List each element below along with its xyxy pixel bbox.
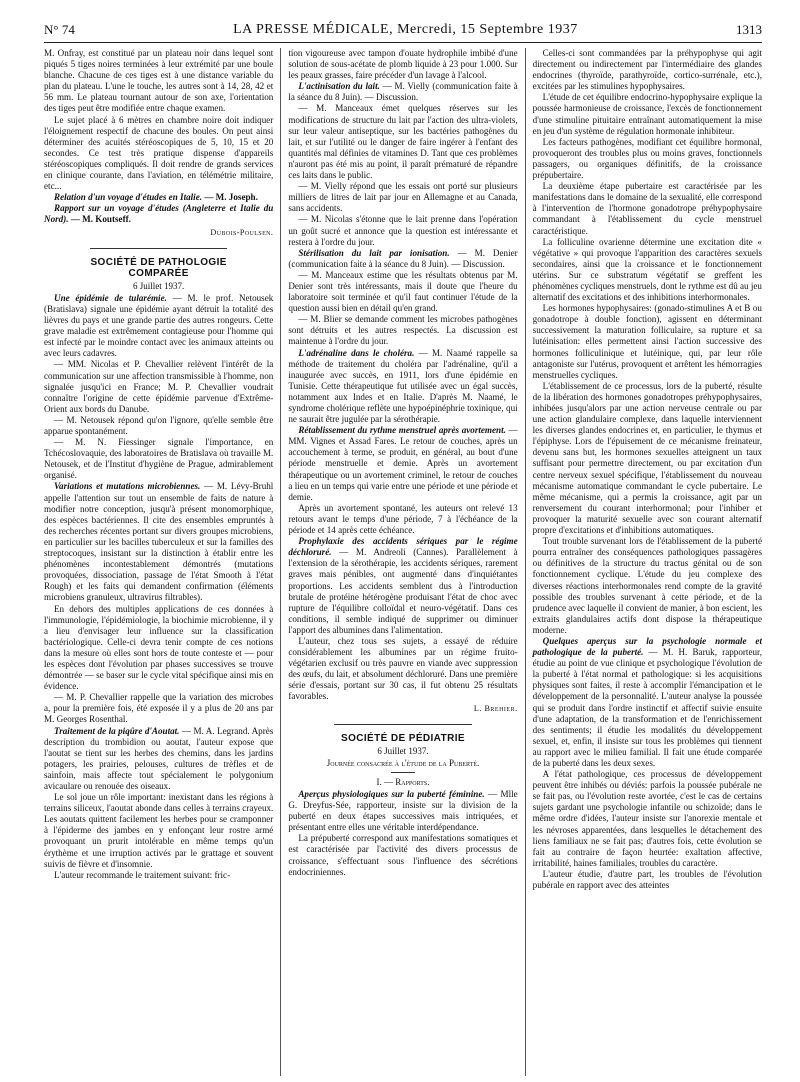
item-text: — M. H. Baruk, rapporteur, étudie au point de vue clinique et psychologique l'évolution de la puberté à l'état normal et pathologique: si les acquisitions physiques sont faites, il reste à accomplir l'émancipation et le développement de la personnalité. L'auteur analyse la poussée qui se produit dans l'ordre instinctif et affectif suivie ensuite d'une adaptation, de la transformation et de l'enrichissement des sentiments; il étudie les modalités du développement sexuel, et, enfin, il insiste sur tous les problèmes qui tiennent au rapport avec le milieu familial. Il fait une étude comparée de la puberté dans les deux sexes. <box>532 647 762 768</box>
column-3 <box>525 48 762 1076</box>
paragraph: La deuxième étape pubertaire est caractérisée par les manifestations dans le domaine de la sexualité, elle correspond à l'intervention de l'hormone gonadotrope préhypophysaire commandant à l'établissement du cycle menstruel caractéristique. <box>532 181 762 236</box>
item-author: — M. Joseph. <box>204 192 258 203</box>
paragraph: A l'état pathologique, ces processus de développement peuvent être inhibés ou déviés: parfois la poussée pubérale ne se fait pas, ou l'évolution reste avortée, c'est le cas de certains sujets gardant une psychologie infantile ou schizoïde; dans le même ordre d'idées, l'auteur insiste sur l'anorexie mentale et les névroses apparentées, dans lesquelles le détachement des liens familiaux ne se fait pas; d'autres fois, cette évolution se fait au contraire de façon heurtée: exaltation affective, irritabilité, haines familiales, troubles du caractère. <box>532 769 762 868</box>
signature: Dubois-Poulsen. <box>210 227 274 237</box>
item-title: Quelques aperçus sur la psychologie normale et pathologique de la puberté. <box>532 635 762 658</box>
paragraph: M. Onfray, est constitué par un plateau noir dans lequel sont piqués 5 tiges noires terminées à leur extrémité par une boule blanche. Chacune de ces tiges est à une distance variable du plan du plateau. L'une le touche, les autres sont à 14, 28, 42 et 56 mm. Le plateau tournant autour de son axe, l'orientation des tiges peut être modifiée entre chaque examen. <box>44 48 274 114</box>
article-columns <box>44 48 762 1076</box>
item-text: — M. Andreoli (Cannes). Parallèlement à l'extension de la sérothérapie, les accidents sériques, rarement graves mais pénibles, ont augmenté dans d'inquiétantes proportions. Les accidents semblent dus à l'introduction brutale de protéine hétérogène produisant l'état de choc avec rupture de l'équilibre colloïdal et neuro-végétatif. Dans ces conditions, il semble indiqué de supprimer ou diminuer l'apport des albumines dans l'alimentation. <box>288 547 518 635</box>
signature: L. Brehier. <box>473 703 518 713</box>
paragraph: — M. Netousek répond qu'on l'ignore, qu'elle semble être apparue spontanément. <box>44 414 274 436</box>
item-text: — M. le prof. Netousek (Bratislava) signale une épidémie ayant détruit la totalité des lièvres du pays et une grande partie des autres rongeurs. Cette grave maladie est extrêmement contagieuse pour l'homme qui est infecté par le moindre contact avec les animaux atteints ou avec leurs cadavres. <box>44 292 274 359</box>
item-title: Stérilisation du lait par ionisation. <box>298 247 450 258</box>
divider <box>391 772 415 773</box>
paragraph: — M. P. Chevallier rappelle que la variation des microbes a, pour la première fois, été exposée il y a plus de 20 ans par M. Georges Rosenthal. <box>44 692 274 725</box>
page-header <box>44 16 762 43</box>
item-text: — M. Denier (communication faite à la séance du 8 Juin). — Discussion. <box>288 247 518 269</box>
paragraph: La folliculine ovarienne détermine une excitation dite « végétative » qui provoque l'apparition des caractères sexuels secondaires, ainsi que la croissance et le fonctionnement utérins. Sur ce substratum végétatif se greffent les phénomènes cycliques menstruels, dont le rythme est dû au jeu alternatif des excitations et des inhibitions interhormonales. <box>532 236 762 303</box>
item-title: Relation d'un voyage d'études en Italie. <box>54 192 203 203</box>
item-title: Prophylaxie des accidents sériques par le régime déchloruré. <box>288 536 518 558</box>
paragraph: — M. Nicolas s'étonne que le lait prenne dans l'opération un goût sucré et annonce que la question est intéressante et restera à l'ordre du jour. <box>288 214 518 247</box>
paragraph: — M. N. Fiessinger signale l'importance, en Tchécoslovaquie, des laboratoires de Bratislava où travaille M. Netousek, et de l'Institut d'hygiène de Prague, admirablement organisé. <box>44 437 274 481</box>
paragraph: L'auteur, chez tous ses sujets, a essayé de réduire considérablement les albumines par un régime fruito-végétarien exclusif ou très pauvre en viande avec suppression des œufs, du lait, et absolument déchloruré. Dans une première série d'essais, portant sur 30 cas, il fut obtenu 25 résultats favorables. <box>288 635 518 702</box>
item-title: L'actinisation du lait. <box>298 81 380 92</box>
paragraph: Les facteurs pathogènes, modifiant cet équilibre hormonal, provoqueront des troubles plus ou moins graves, fonctionnels passagers, ou organiques définitifs, de la croissance prépubertaire. <box>532 136 762 181</box>
paragraph: tion vigoureuse avec tampon d'ouate hydrophile imbibé d'une solution de sous-acétate de plomb liquide à 23 pour 1.000. Sur les peaux grasses, faire précéder d'un lavage à l'alcool. <box>288 48 518 81</box>
paragraph: Après un avortement spontané, les auteurs ont relevé 13 retours avant le temps d'une période, 7 à l'échéance de la période et 14 après cette échéance. <box>288 502 518 536</box>
item-author: — M. Koutseff. <box>70 214 131 225</box>
paragraph: Celles-ci sont commandées par la préhypophyse qui agit directement ou indirectement par l'intermédiaire des glandes endocrines (thyroïde, parathyroïde, cortico-surrénale, etc.), excitées par les stimulines hypophysaires. <box>532 48 762 92</box>
paragraph: — M. Manceaux émet quelques réserves sur les modifications de structure du lait par l'action des ultra-violets, sur leur valeur antiseptique, sur les bactéries pathogènes du lait, et sur l'utilité ou le danger de faire ingérer à l'enfant des quantités mal définies de vitamines D. Tant que ces problèmes n'auront pas été mis au point, il paraît prématuré de répandre ces laits dans le public. <box>288 103 518 181</box>
section-title: SOCIÉTÉ DE PÉDIATRIE <box>334 724 472 744</box>
column-2 <box>280 48 524 1076</box>
item-title: Aperçus physiologiques sur la puberté féminine. <box>298 789 485 799</box>
paragraph: Le sujet placé à 6 mètres en chambre noire doit indiquer l'éloignement respectif de chacune des boules. On peut ainsi déterminer des acuités stéréoscopiques de 5, 10, 15 et 20 secondes. Ce test très pratique dispense d'appareils stéréoscopiques compliqués. Il doit rendre de grands services en clinique courante, dans l'aviation, en télémétrie militaire, etc... <box>44 114 274 192</box>
paragraph: La prépuberté correspond aux manifestations somatiques et est caractérisée par l'activité des divers processus de croissance, s'effectuant sous l'influence des sécrétions endocriniennes. <box>288 833 518 877</box>
section-date: 6 Juillet 1937. <box>377 745 429 756</box>
issue-number: N° 74 <box>44 22 75 37</box>
item-title: L'adrénaline dans le choléra. <box>298 347 415 358</box>
paragraph: L'établissement de ce processus, lors de la puberté, résulte de la libération des hormones gonadotropes préhypophysaires, inhibées jusqu'alors par une action nerveuse centrale ou par une action glandulaire complexe, dans laquelle interviennent les diverses glandes endocrines et, en particulier, le thymus et l'épiphyse. Lors de l'épuisement de ce mécanisme freinateur, devenu sans but, les hormones sexuelles atteignent un taux suffisant pour permettre directement, ou par excitation d'un centre nerveux sexuel spécifique, l'établissement du nouveau mécanisme automatique commandant le cycle pubertaire. Le même mécanisme, qui a permis la croissance, agit par un renversement du courant interhormonal; pour l'inhiber et provoquer la maturité sexuelle avec son courant alternatif propre d'excitations et d'inhibitions automatiques. <box>532 380 762 536</box>
section-date: 6 Juillet 1937. <box>133 280 185 291</box>
item-text: — Mlle G. Dreyfus-Sée, rapporteur, insiste sur la division de la puberté en deux étapes successives mais intriquées, et présentant entre elles une véritable interdépendance. <box>288 789 518 833</box>
section-title: SOCIÉTÉ DE PATHOLOGIE COMPARÉE <box>90 248 228 279</box>
paragraph: L'étude de cet équilibre endocrino-hypophysaire explique la poussée harmonieuse de croissance, l'excès de fonctionnement d'une stimuline pituitaire entraînant automatiquement la mise en jeu d'un système de régulation hormonale inhibiteur. <box>532 92 762 136</box>
paragraph: — M. Vielly répond que les essais ont porté sur plusieurs milliers de litres de lait par jour en Allemagne et au Canada, sans accidents. <box>288 181 518 214</box>
paragraph: Tout trouble survenant lors de l'établissement de la puberté pourra entraîner des conséquences pathologiques passagères ou définitives de la structure du tractus génital ou de son fonctionnement cyclique. L'étude du jeu complexe des diverses réactions interhormonales rend compte de la gravité possible des troubles survenant à cette période, et de la prudence avec laquelle il convient de manier, à bon escient, les extraits glandulaires actifs dont dispose la thérapeutique moderne. <box>532 536 762 635</box>
paragraph: Le sol joue un rôle important: inexistant dans les régions à terrains siliceux, l'aoutat abonde dans celles à terrains crayeux. Les aoutats quittent facilement les herbes pour se cramponner à l'épiderme des jambes en y enfonçant leur rostre armé provoquant un prurit intolérable en même temps qu'un érythème et une irruption activés par le grattage et souvent suivis de fièvre et d'insomnie. <box>44 792 274 869</box>
paragraph: L'auteur recommande le traitement suivant: fric- <box>54 869 231 880</box>
item-text: — M. A. Legrand. Après description du trombidion ou aoutat, l'auteur expose que l'aoutat se tient sur les herbes des chemins, dans les jardins potagers, les prairies, pelouses, cultures de trèfles et de sainfoin, mais affecte tout spécialement le polygonium avicaulare ou renouée des oiseaux. <box>44 725 274 791</box>
item-title: Variations et mutations microbiennes. <box>54 481 201 492</box>
paragraph: — MM. Nicolas et P. Chevallier relèvent l'intérêt de la communication sur une affection transmissible à l'homme, non signalée jusqu'ici en France; M. P. Chevallier voudrait connaître l'origine de cette épidémie parvenue d'Extrême-Orient aux bords du Danube. <box>44 359 274 414</box>
item-title: Rapport sur un voyage d'études (Angleterre et Italie du Nord). <box>44 203 274 225</box>
subsection-heading: I. — Rapports. <box>376 776 430 787</box>
paragraph: L'auteur étudie, d'autre part, les troubles de l'évolution pubérale en rapport avec des atteintes <box>532 868 762 891</box>
item-text: — M. Lévy-Bruhl appelle l'attention sur tout un ensemble de faits de nature à modifier notre conception, jusqu'à présent monomorphique, des espèces bactériennes. Il cite des ensembles empruntés à des recherches récentes portant sur divers groupes microbiens, en particulier sur les bacilles tuberculeux et sur la familles des streptocoques, insistant sur la distinction à établir entre les phénomènes incontestablement démontrés (mutations provoquées, dissociation, passage de l'état Smooth à l'état Rough) et les faits qui demandent confirmation (éléments microbiens granuleux, ultravirus filtrables). <box>44 481 274 603</box>
item-title: Traitement de la piqûre d'Aoutat. <box>54 725 180 736</box>
page-number: 1313 <box>736 22 762 37</box>
paragraph: — M. Blier se demande comment les microbes pathogènes sont détruits et les autres respectés. La discussion est maintenue à l'ordre du jour. <box>288 314 518 347</box>
item-text: — MM. Vignes et Assad Fares. Le retour de couches, après un accouchement à terme, se produit, en général, au bout d'une période menstruelle et demie. Après un avortement thérapeutique ou un avortement criminel, le retour de couches a lieu en un temps qui varie entre une période et une période et demie. <box>288 425 518 502</box>
item-title: Une épidémie de tularémie. <box>54 292 167 303</box>
paragraph: — M. Manceaux estime que les résultats obtenus par M. Denier sont très intéressants, mais il doute que l'heure du laboratoire soit terminée et qu'il faut continuer l'étude de la question aussi bien en détail qu'en grand. <box>288 269 518 314</box>
journal-title: LA PRESSE MÉDICALE, Mercredi, 15 Septembre 1937 <box>233 22 578 37</box>
paragraph: Les hormones hypophysaires: (gonado-stimulines A et B ou gonadotrope à double fonction), agissent en déterminant successivement la maturation folliculaire, sa rupture et sa lutéinisation: elles permettent ainsi l'action successive des hormones folliculinique et lutéinique, qui, par leur rôle antagoniste sur l'utérus, provoquent et arrêtent les hémorragies menstruelles cycliques. <box>532 303 762 380</box>
column-1 <box>44 48 280 1076</box>
item-text: — M. Naamé rappelle sa méthode de traitement du choléra par l'adrénaline, qu'il a inaugurée avec succès, en 1911, lors d'une épidémie en Tunisie. Cette thérapeutique fut utilisée avec un égal succès, notamment aux Indes et en Italie. D'après M. Naamé, le syndrome cholérique reflète une hypoépinéphrie toxinique, qui ne saurait être jugulée par la sérothérapie. <box>288 347 518 425</box>
section-description: Journée consacrée à l'étude de la Puberté. <box>326 757 480 768</box>
item-text: — M. Vielly (communication faite à la séance du 8 Juin). — Discussion. <box>288 81 518 103</box>
paragraph: En dehors des multiples applications de ces données à l'immunologie, l'épidémiologie, la biochimie microbienne, il y a lieu d'envisager leur influence sur la classification bactériologique. Celle-ci devra tenir compte de ces notions dans la mesure où elles sont hors de toute conteste et — pour les espèces dont l'évolution par phases successives se trouve démontrée — se baser sur le cycle vital spécifique ainsi mis en évidence. <box>44 603 274 692</box>
item-title: Rétablissement du rythme menstruel après avortement. <box>298 425 506 436</box>
